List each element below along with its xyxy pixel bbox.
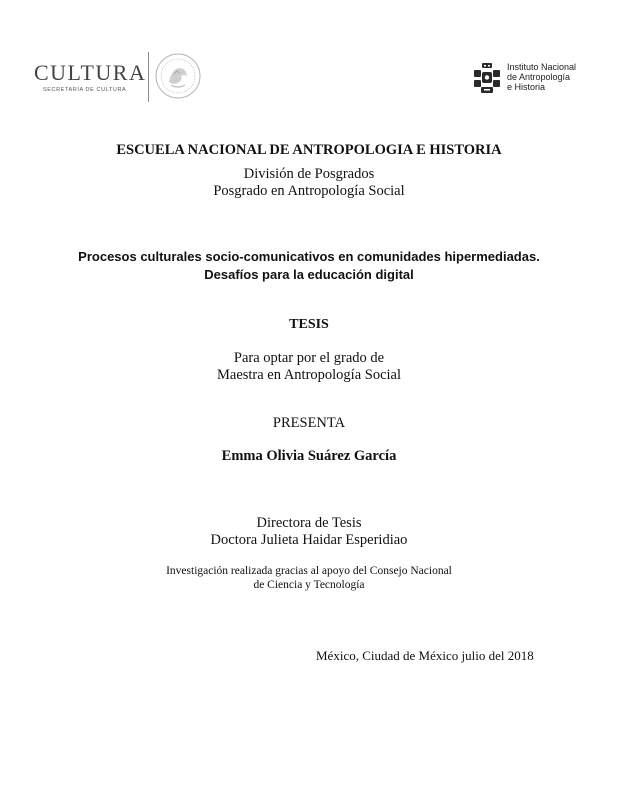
thesis-title [0, 248, 618, 284]
director-block [0, 515, 618, 549]
funding-line-1: Investigación realizada gracias al apoyo del Consejo Nacional [166, 565, 452, 577]
funding-note [0, 564, 618, 592]
document-type: TESIS [289, 317, 329, 332]
director-label: Directora de Tesis [256, 515, 362, 531]
place-and-date: México, Ciudad de México julio del 2018 [316, 648, 534, 663]
program-name: Posgrado en Antropología Social [213, 183, 405, 199]
thesis-title-line-1: Procesos culturales socio-comunicativos en comunidades hipermediadas. [78, 249, 540, 264]
inah-logo-text [507, 62, 576, 92]
funding-line-2: de Ciencia y Tecnología [253, 579, 365, 591]
degree-block [0, 350, 618, 384]
director-name: Doctora Julieta Haidar Esperidiao [210, 532, 408, 548]
mexico-seal-icon [154, 52, 202, 100]
school-name: ESCUELA NACIONAL DE ANTROPOLOGIA E HISTORIA [116, 142, 502, 158]
author-name: Emma Olivia Suárez García [221, 448, 397, 464]
division-block [0, 166, 618, 200]
inah-emblem-icon [470, 61, 504, 95]
inah-line-3: e Historia [507, 82, 546, 92]
thesis-title-line-2: Desafíos para la educación digital [204, 267, 414, 282]
inah-line-1: Instituto Nacional [507, 62, 577, 72]
degree-line-1: Para optar por el grado de [233, 350, 385, 366]
presenta-label: PRESENTA [272, 415, 346, 431]
cultura-logo-subtitle: SECRETARÍA DE CULTURA [43, 87, 127, 93]
cultura-logo-wordmark: CULTURA [34, 60, 147, 85]
degree-line-2: Maestra en Antropología Social [216, 367, 402, 383]
division-name: División de Posgrados [243, 166, 375, 182]
logo-divider [148, 52, 149, 102]
inah-line-2: de Antropología [507, 72, 571, 82]
